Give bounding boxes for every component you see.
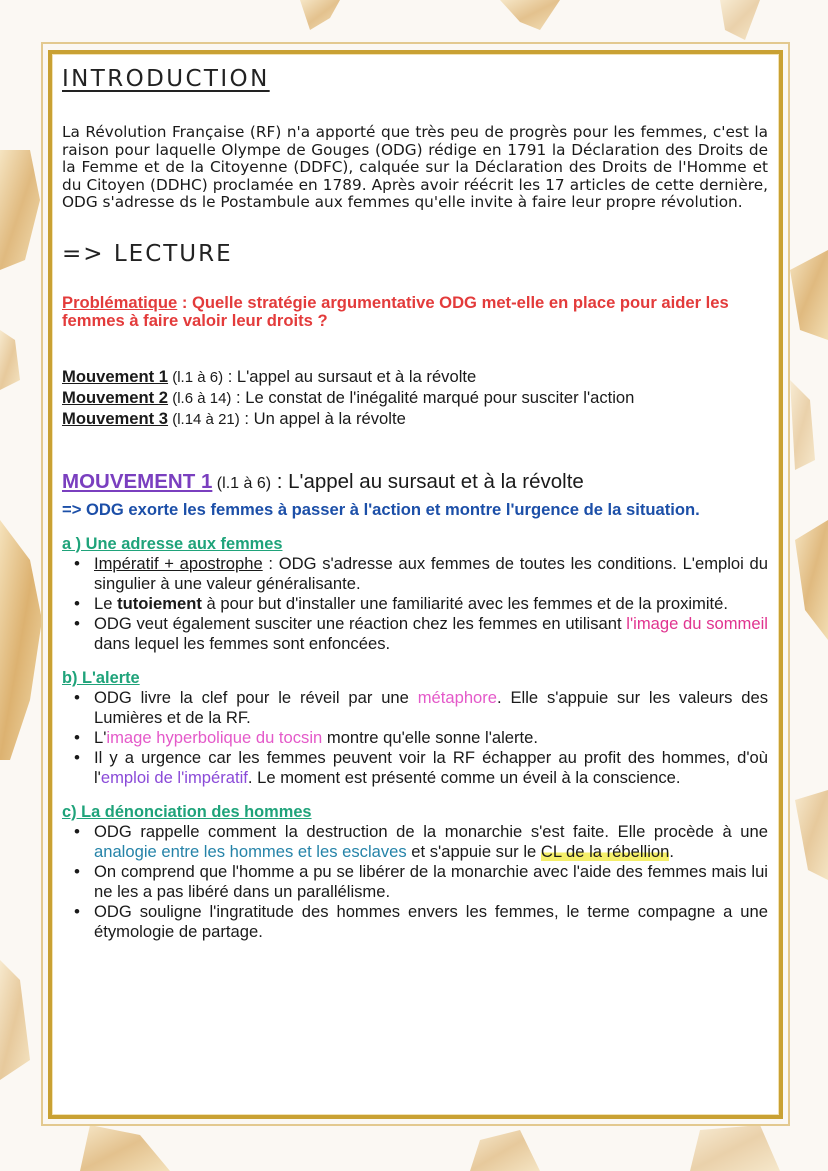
inline-text: Le [94,593,118,613]
inline-text: . Elle s'appuie sur les valeurs des Lumières et de la RF. [94,687,768,727]
mouvement1-subtitle: : L'appel au sursaut et à la révolte [271,469,584,493]
section-b [62,668,768,788]
inline-text: montre qu'elle sonne l'alerte. [322,727,538,747]
inline-text: : ODG s'adresse aux femmes de toutes les conditions. L'emploi du singulier à une valeur généralisante. [94,553,769,593]
mouvement-lines: (l.6 à 14) [168,389,232,407]
mouvement-row [62,409,768,430]
inline-highlight: image hyperbolique du tocsin [106,727,323,747]
inline-text: et s'appuie sur le [406,841,541,861]
mouvement1-summary: => ODG exorte les femmes à passer à l'action et montre l'urgence de la situation. [62,499,700,519]
list-item [94,822,768,862]
list-item [94,554,768,594]
inline-text: à pour but d'installer une familiarité avec les femmes et de la proximité. [201,593,729,613]
list-item: • ODG souligne l'ingratitude des hommes envers les femmes, le terme compagne a une étymologie de partage. [94,902,768,942]
problematique-label: Problématique [62,292,178,312]
section-c-title: c) La dénonciation des hommes [62,802,312,821]
introduction-heading: INTRODUCTION [62,66,270,92]
mouvement-label: Mouvement 1 [62,366,169,386]
inline-text: ODG livre la clef pour le réveil par une [94,687,418,707]
mouvement-label: Mouvement 2 [62,387,169,407]
inline-text: ODG veut également susciter une réaction chez les femmes en utilisant [94,613,627,633]
inline-text: L' [94,727,107,747]
list-item [94,688,768,728]
inline-highlight: métaphore [417,687,498,707]
mouvements-list [62,367,768,430]
inline-text: . Le moment est présenté comme un éveil à la conscience. [247,767,681,787]
mouvement1-label: MOUVEMENT 1 [62,469,213,493]
mouvement-lines: (l.1 à 6) [168,368,224,386]
inline-text: . [669,841,674,861]
section-b-title: b) L'alerte [62,668,140,687]
mouvement1-title [62,470,768,496]
problematique [62,294,768,330]
mouvement1-lines: (l.1 à 6) [212,474,272,492]
mouvement-row [62,367,768,388]
introduction-paragraph: La Révolution Française (RF) n'a apporté que très peu de progrès pour les femmes, c'est la raison pour laquelle Olympe de Gouges (ODG) rédige en 1791 la Déclaration des Droits de la Femme et de la Citoyenne (DDFC), calquée sur la Déclaration des Droits de l'Homme et du Citoyen (DDHC) proclamée en 1789. Après avoir réécrit les 17 articles de cette dernière, ODG s'adresse ds le Postambule aux femmes qu'elle invite à faire leur propre révolution. [62,123,768,212]
list-item [94,748,768,788]
inline-highlight: l'image du sommeil [626,613,768,633]
inline-text: dans lequel les femmes sont enfoncées. [94,633,391,653]
inline-text: Il y a urgence car les femmes peuvent voir la RF échapper au profit des hommes, d'où l' [94,747,768,787]
mouvement-text: : L'appel au sursaut et à la révolte [223,366,477,386]
section-a [62,534,768,654]
inline-marker-highlight: CL de la rébellion [540,841,670,861]
list-item [94,728,768,748]
list-item: • On comprend que l'homme a pu se libérer de la monarchie avec l'aide des femmes mais lui ne les a pas libéré dans un parallélisme. [94,862,768,902]
list-item [94,614,768,654]
inline-text: ODG rappelle comment la destruction de la monarchie s'est faite. Elle procède à une [94,821,768,841]
mouvement-label: Mouvement 3 [62,408,169,428]
list-item [94,594,768,614]
inline-highlight: analogie entre les hommes et les esclaves [94,841,407,861]
mouvement-lines: (l.14 à 21) [168,410,240,428]
mouvement-text: : Le constat de l'inégalité marqué pour susciter l'action [231,387,635,407]
document-content [62,62,768,942]
inline-highlight: emploi de l'impératif [100,767,248,787]
mouvement-text: : Un appel à la révolte [239,408,406,428]
lecture-heading: => LECTURE [62,240,233,267]
problematique-text: : Quelle stratégie argumentative ODG met-elle en place pour aider les femmes à faire valoir leur droits ? [62,292,729,330]
inline-underline: Impératif + apostrophe [94,553,263,573]
inline-bold: tutoiement [117,593,202,613]
mouvement-row [62,388,768,409]
section-c [62,802,768,942]
section-a-title: a ) Une adresse aux femmes [62,534,283,553]
